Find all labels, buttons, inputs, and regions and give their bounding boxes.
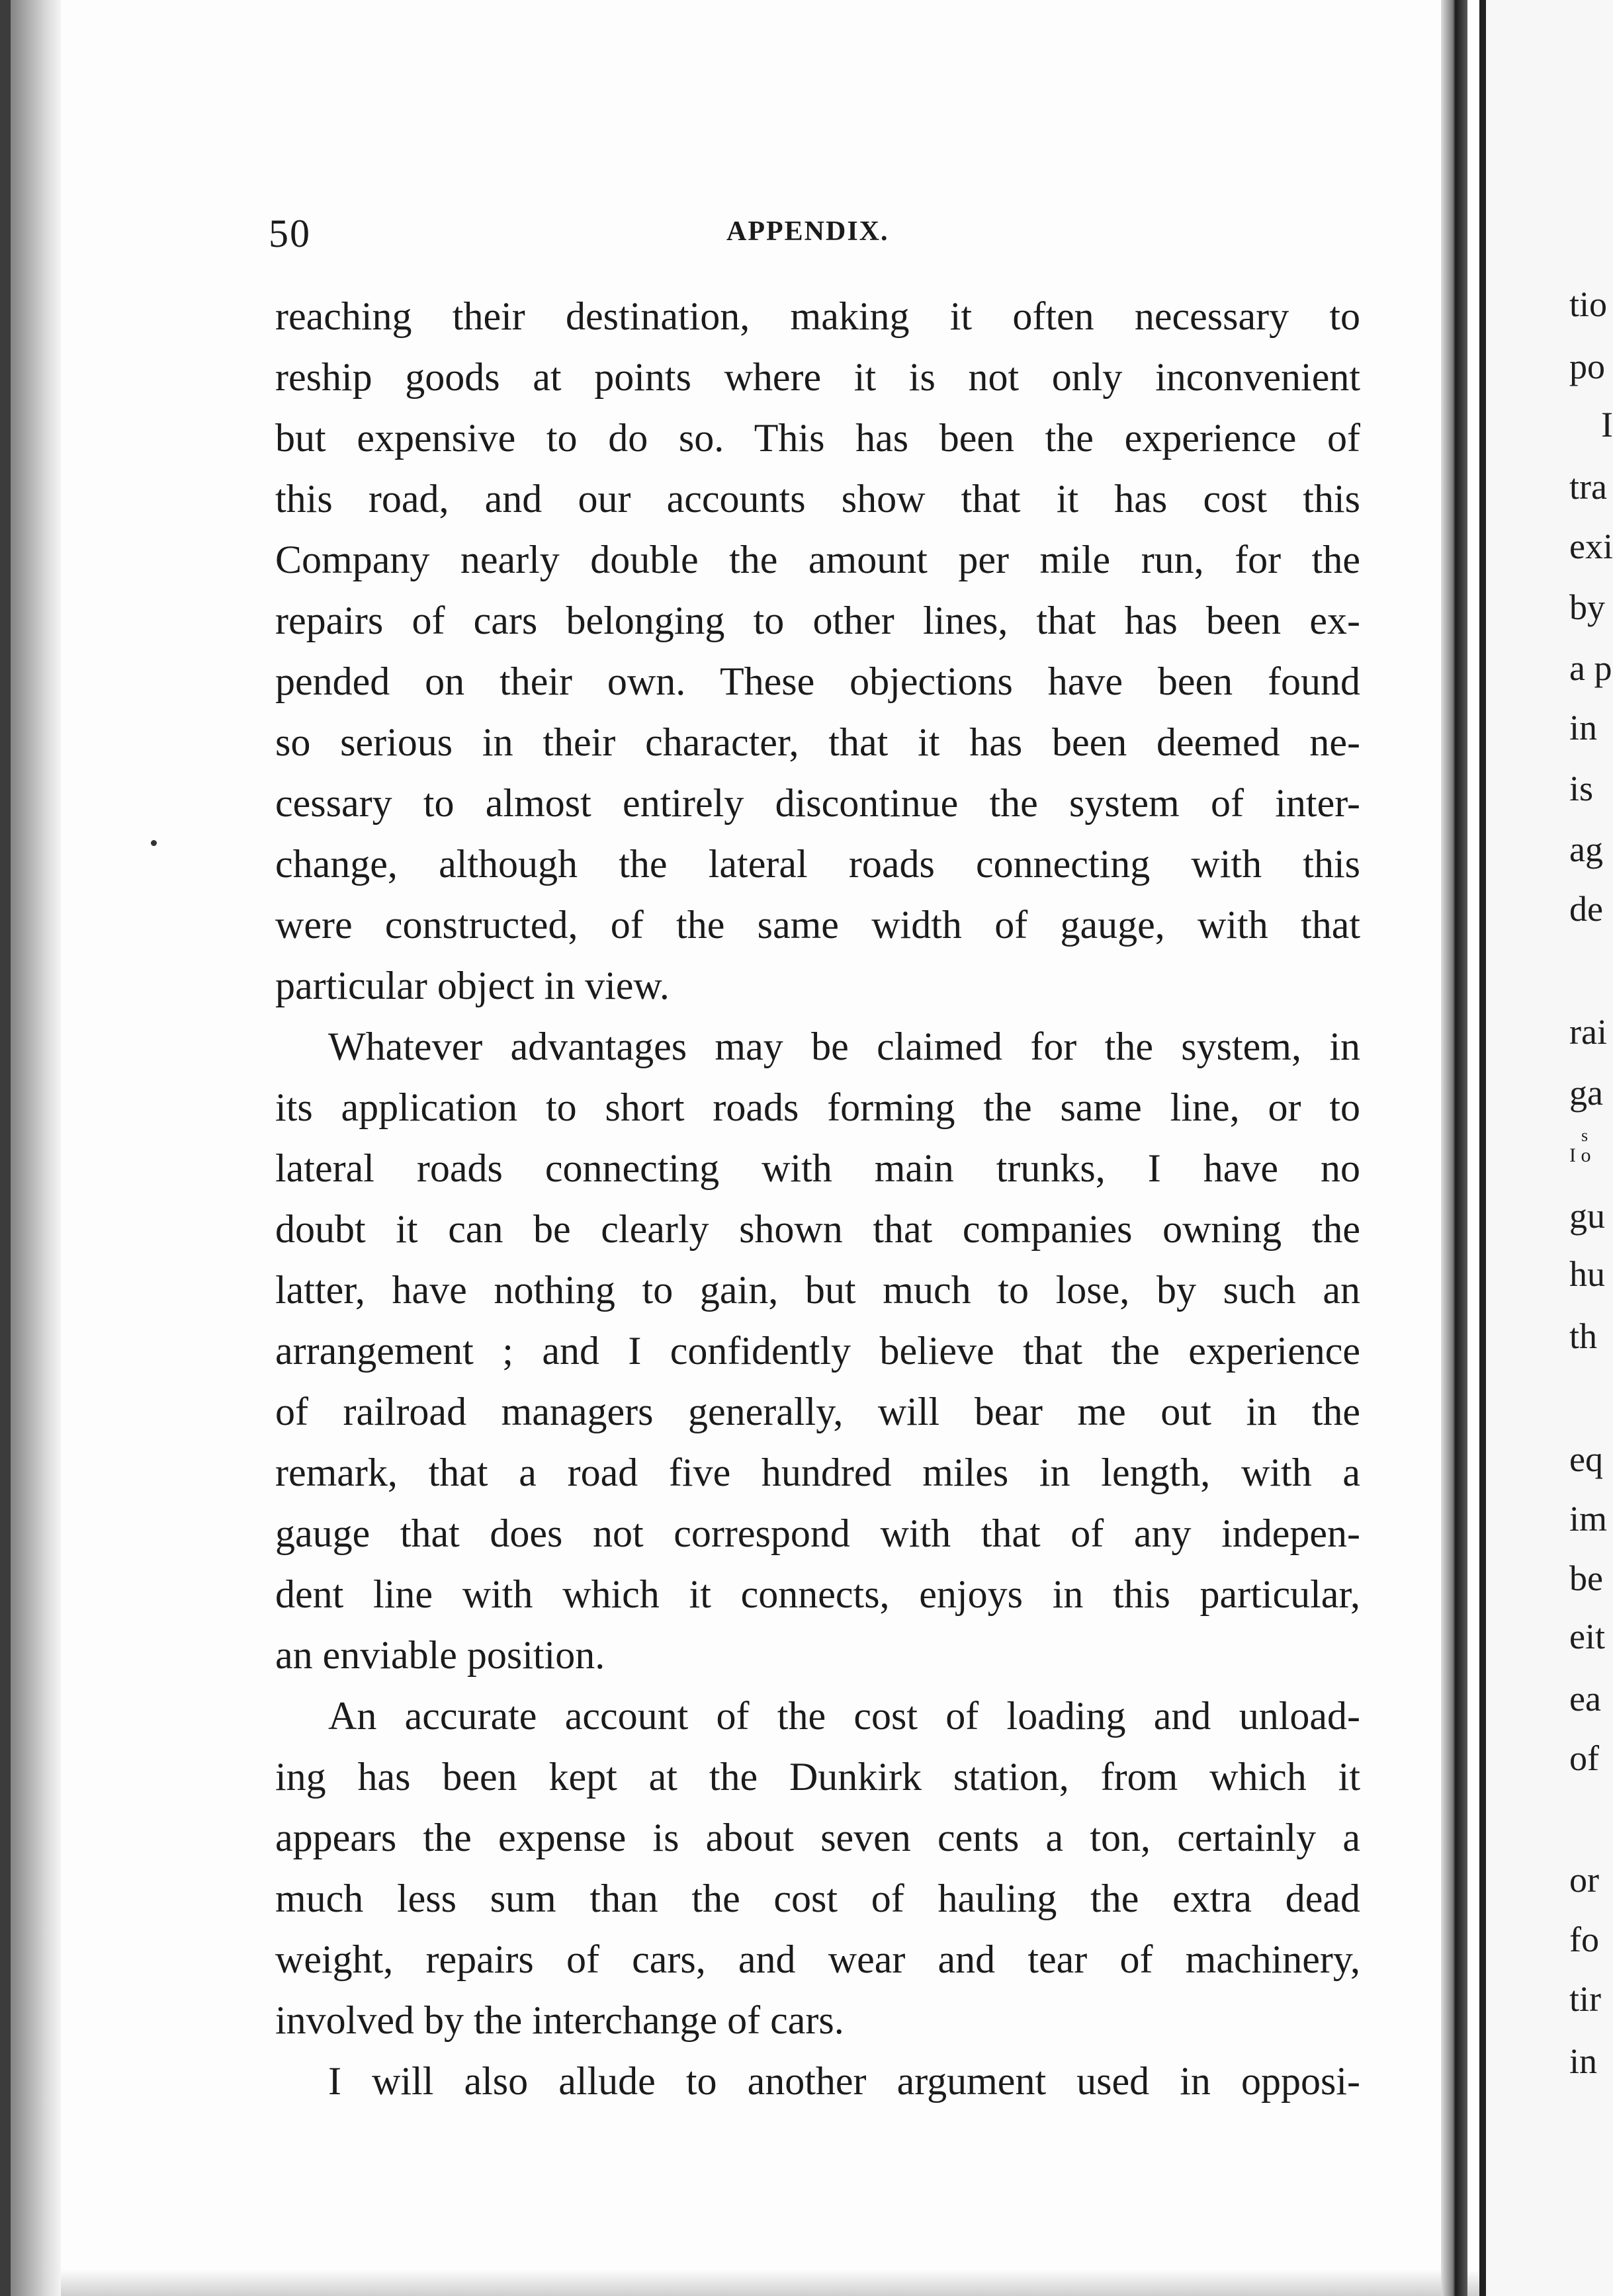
text-line: ing has been kept at the Dunkirk station, from which it	[275, 1755, 1360, 1799]
facing-page-fragment: I	[1601, 405, 1613, 445]
text-line: dent line with which it connects, enjoys in this particular,	[275, 1572, 1360, 1616]
facing-page-fragment: in	[1569, 708, 1598, 747]
facing-page-fragment: I o	[1569, 1144, 1591, 1166]
facing-page-fragment: of	[1569, 1738, 1599, 1778]
text-line: I will also allude to another argument used in opposi-	[328, 2059, 1360, 2103]
text-line: so serious in their character, that it has been deemed ne-	[275, 720, 1360, 764]
text-line: doubt it can be clearly shown that companies owning the	[275, 1207, 1360, 1251]
scan-gutter-edge	[0, 0, 11, 2296]
binding-seam	[1479, 0, 1486, 2296]
scan-speck	[151, 840, 157, 846]
running-head: APPENDIX.	[726, 216, 889, 247]
facing-page-fragment: ag	[1569, 829, 1603, 869]
facing-page-fragment: th	[1569, 1316, 1598, 1356]
facing-page-fragment: hu	[1569, 1254, 1605, 1294]
text-line: of railroad managers generally, will bear me out in the	[275, 1390, 1360, 1433]
page-number: 50	[269, 212, 311, 255]
facing-page-fragment: eit	[1569, 1617, 1605, 1656]
facing-page-fragment: exi	[1569, 527, 1613, 566]
text-line: cessary to almost entirely discontinue the system of inter-	[275, 781, 1360, 825]
text-line: gauge that does not correspond with that of any indepen-	[275, 1511, 1360, 1555]
facing-page-fragment: rai	[1569, 1012, 1607, 1052]
facing-page-fragment: or	[1569, 1860, 1599, 1900]
text-line: Whatever advantages may be claimed for the system, in	[328, 1025, 1360, 1068]
facing-page-fragment: a p	[1569, 648, 1612, 688]
text-line: arrangement ; and I confidently believe that the experience	[275, 1329, 1360, 1373]
body-text	[275, 286, 1360, 2111]
text-line: remark, that a road five hundred miles in length, with a	[275, 1451, 1360, 1494]
text-line: appears the expense is about seven cents a ton, certainly a	[275, 1816, 1360, 1859]
text-line: this road, and our accounts show that it has cost this	[275, 477, 1360, 521]
facing-page-fragment: in	[1569, 2041, 1598, 2081]
facing-page-fragment: im	[1569, 1499, 1608, 1539]
facing-page-fragment: tra	[1569, 467, 1607, 507]
text-line: weight, repairs of cars, and wear and tear of machinery,	[275, 1937, 1360, 1981]
facing-page-fragment: tir	[1569, 1979, 1601, 2019]
facing-page-fragment: s	[1581, 1126, 1589, 1145]
text-line: much less sum than the cost of hauling the extra dead	[275, 1877, 1360, 1920]
text-line: involved by the interchange of cars.	[275, 1998, 844, 2042]
facing-page-fragment: fo	[1569, 1920, 1599, 1959]
text-line: particular object in view.	[275, 964, 670, 1007]
facing-page-fragment: ea	[1569, 1679, 1601, 1719]
facing-page-fragment: po	[1569, 347, 1605, 386]
text-line: repairs of cars belonging to other lines, that has been ex-	[275, 599, 1360, 642]
text-line: its application to short roads forming the same line, or to	[275, 1085, 1360, 1129]
text-line: lateral roads connecting with main trunks, I have no	[275, 1146, 1360, 1190]
text-line: pended on their own. These objections have been found	[275, 659, 1360, 703]
facing-page-fragment: gu	[1569, 1196, 1605, 1236]
text-line: Company nearly double the amount per mile run, for the	[275, 538, 1360, 581]
page-bottom-shadow	[61, 2270, 1516, 2296]
facing-page-fragment: eq	[1569, 1439, 1603, 1479]
text-line: an enviable position.	[275, 1633, 605, 1677]
facing-page-fragment: be	[1569, 1558, 1603, 1598]
facing-page-fragment: is	[1569, 769, 1594, 808]
facing-page-fragment: tio	[1569, 284, 1608, 324]
facing-page-fragment: ga	[1569, 1073, 1603, 1113]
facing-page-fragment: by	[1569, 587, 1605, 627]
text-line: were constructed, of the same width of gauge, with that	[275, 903, 1360, 947]
text-line: but expensive to do so. This has been the experience of	[275, 416, 1360, 460]
text-line: reaching their destination, making it often necessary to	[275, 294, 1360, 338]
text-line: An accurate account of the cost of loading and unload-	[328, 1694, 1360, 1738]
text-line: reship goods at points where it is not only inconvenient	[275, 355, 1360, 399]
text-line: latter, have nothing to gain, but much to lose, by such an	[275, 1268, 1360, 1312]
text-line: change, although the lateral roads connecting with this	[275, 842, 1360, 886]
facing-page-fragment: de	[1569, 889, 1603, 929]
book-spine	[1441, 0, 1467, 2296]
